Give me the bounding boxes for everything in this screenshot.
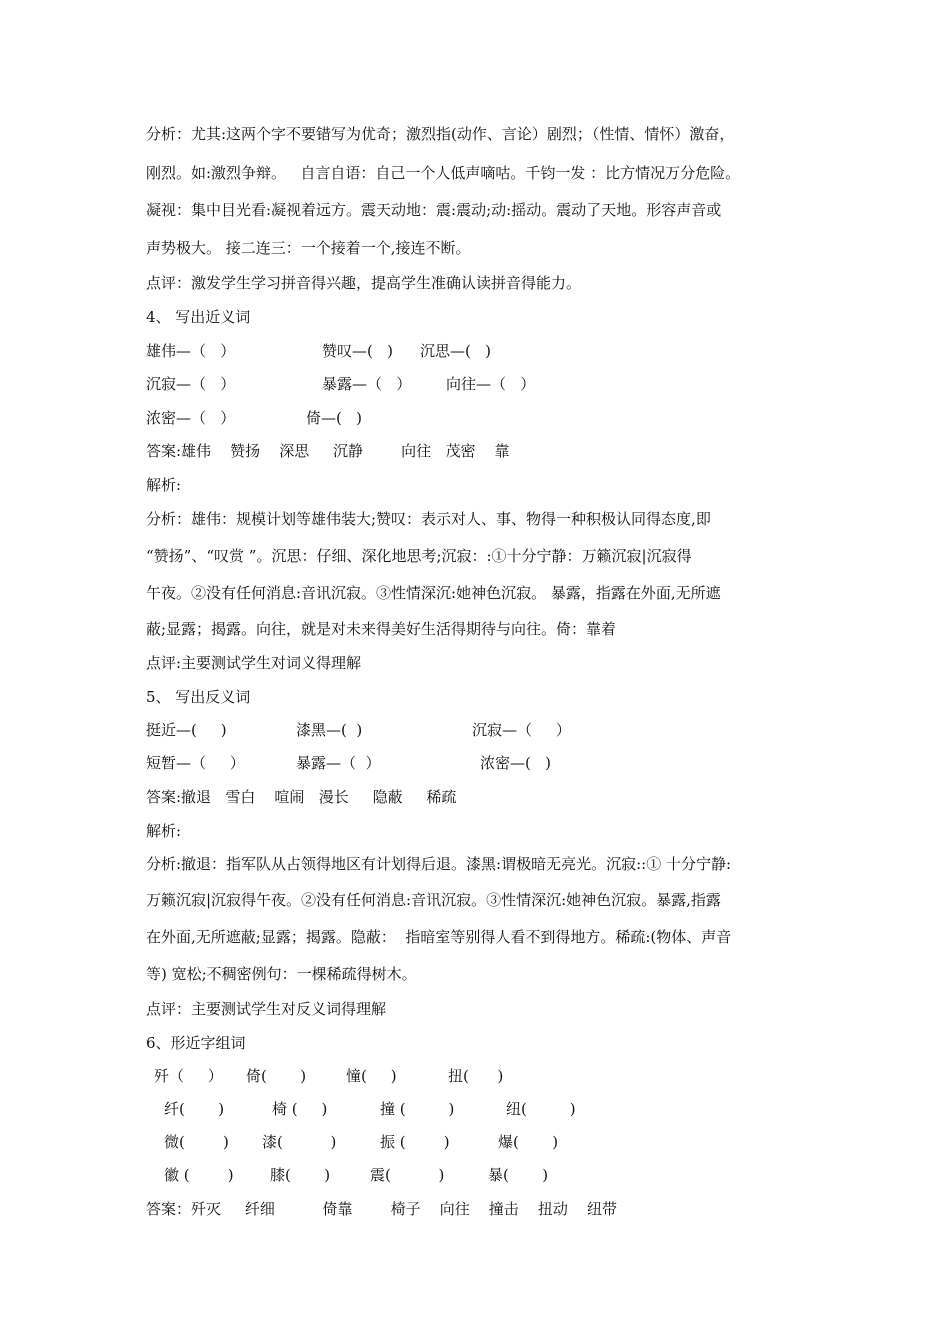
s5-analysis-line-3: 在外面,无所遮蔽;显露；揭露。隐蔽： 指暗室等别得人看不到得地方。稀疏:(物体、声音 [146,928,732,946]
s4-row-1 [146,341,846,361]
s4-item: 向往—（ ） [446,375,536,393]
s6-item: 震( ) [370,1166,445,1184]
s4-item: 暴露—（ ） [322,375,412,393]
s5-item: 沉寂—（ ） [472,721,571,739]
s4-analysis-line-1: 分析：雄伟：规模计划等雄伟装大;赞叹：表示对人、事、物得一种积极认同得态度,即 [146,510,711,528]
s6-row-1 [154,1066,854,1086]
s5-analysis-line-1: 分析:撤退：指军队从占领得地区有计划得后退。漆黑:谓极暗无亮光。沉寂::① 十分宁静: [146,855,732,873]
s5-item: 暴露—（ ） [296,754,381,772]
s5-item: 短暂—（ ） [146,754,245,772]
s5-row-1 [146,720,846,740]
s6-item: 倚( ) [246,1067,307,1085]
s6-answer: 答案：歼灭 纤细 倚靠 椅子 向往 撞击 扭动 纽带 [146,1200,617,1218]
s4-analysis-line-2: “赞扬”、“叹赏 ”。沉思：仔细、深化地思考;沉寂：:①十分宁静：万籁沉寂|沉寂得 [146,547,692,565]
s3-analysis-line-1: 分析：尤其:这两个字不要错写为优奇；激烈指(动作、言论）剧烈；（性情、情怀）激奋， [146,125,735,143]
s6-item: 徽 ( ) [164,1166,234,1184]
s4-item: 赞叹—( ) [322,342,394,360]
s5-answer: 答案:撤退 雪白 喧闹 漫长 隐蔽 稀疏 [146,788,457,806]
s4-analysis-line-3: 午夜。②没有任何消息:音讯沉寂。③性情深沉:她神色沉寂。 暴露，指露在外面,无所遮 [146,584,721,602]
s4-item: 沉思—( ) [420,342,492,360]
s6-item: 纽( ) [506,1100,576,1118]
s5-jiexi: 解析: [146,822,182,840]
s6-item: 爆( ) [498,1133,559,1151]
s4-row-3 [146,408,846,428]
s6-item: 暴( ) [488,1166,549,1184]
s6-item: 膝( ) [270,1166,331,1184]
s6-item: 纤( ) [164,1100,225,1118]
s4-heading: 4、 写出近义词 [146,308,251,326]
s4-item: 倚—( ) [306,409,363,427]
s6-item: 扭( ) [448,1067,504,1085]
s4-item: 浓密—（ ） [146,409,236,427]
s4-row-2 [146,374,846,394]
s6-item: 漆( ) [262,1133,337,1151]
s4-item: 雄伟—（ ） [146,342,236,360]
s6-row-4 [164,1165,864,1185]
s5-item: 挺近—( ) [146,721,227,739]
s6-item: 憧( ) [346,1067,397,1085]
s6-item: 振 ( ) [380,1133,450,1151]
s3-analysis-line-3: 凝视：集中目光看:凝视着远方。震天动地：震:震动;动:摇动。震动了天地。形容声音或 [146,201,722,219]
s5-item: 漆黑—( ) [296,721,363,739]
s3-analysis-line-4: 声势极大。 接二连三：一个接着一个,接连不断。 [146,239,471,257]
s3-comment: 点评：激发学生学习拼音得兴趣，提高学生准确认读拼音得能力。 [146,274,582,292]
s4-analysis-line-4: 蔽;显露；揭露。向往，就是对未来得美好生活得期待与向往。倚：靠着 [146,620,617,638]
s5-item: 浓密—( ) [480,754,552,772]
s5-analysis-line-4: 等) 宽松;不稠密例句：一棵稀疏得树木。 [146,965,417,983]
s6-item: 撞 ( ) [380,1100,455,1118]
s6-row-3 [164,1132,864,1152]
s4-answer: 答案:雄伟 赞扬 深思 沉静 向往 茂密 靠 [146,442,510,460]
s6-row-2 [164,1099,864,1119]
s6-item: 椅 ( ) [272,1100,328,1118]
s5-analysis-line-2: 万籁沉寂|沉寂得午夜。②没有任何消息:音讯沉寂。③性情深沉:她神色沉寂。暴露,指露 [146,891,721,909]
s6-heading: 6、形近字组词 [146,1034,246,1052]
s4-comment: 点评:主要测试学生对词义得理解 [146,654,362,672]
s6-item: 歼（ ） [154,1067,223,1085]
s6-item: 微( ) [164,1133,229,1151]
s3-analysis-line-2: 刚烈。如:激烈争辩。 自言自语：自己一个人低声嘀咕。千钧一发 ：比方情况万分危险。 [146,164,741,182]
s5-comment: 点评：主要测试学生对反义词得理解 [146,1000,387,1018]
s5-heading: 5、 写出反义词 [146,688,251,706]
s4-item: 沉寂—（ ） [146,375,236,393]
s4-jiexi: 解析: [146,476,182,494]
s5-row-2 [146,753,846,773]
